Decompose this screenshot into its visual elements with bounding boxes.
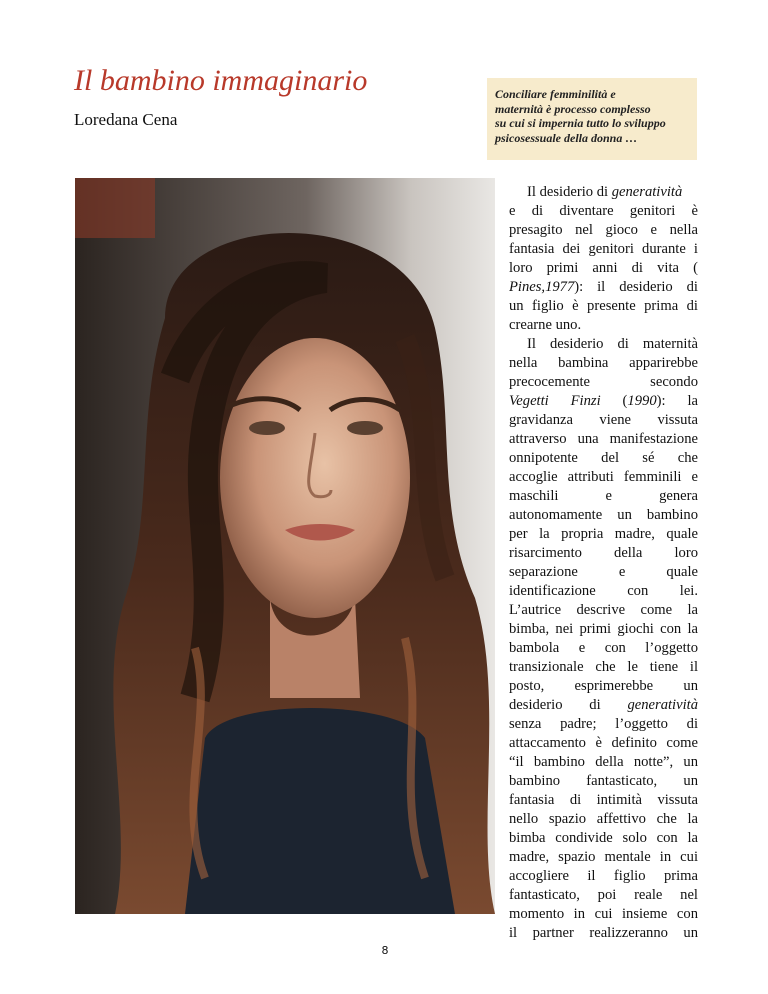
body-text-line bbox=[509, 582, 698, 601]
abstract-line: maternità è processo complesso bbox=[495, 101, 651, 116]
body-text-line bbox=[509, 867, 698, 886]
body-text-line bbox=[509, 487, 698, 506]
text-segment: crearne uno. bbox=[509, 317, 582, 333]
text-segment: onnipotente del sé che bbox=[509, 450, 698, 466]
body-text-line bbox=[509, 335, 698, 354]
text-segment: accogliere il figlio prima bbox=[509, 868, 698, 884]
body-text-line bbox=[509, 791, 698, 810]
body-text-line bbox=[509, 715, 698, 734]
body-text-line bbox=[509, 202, 698, 221]
portrait-photo-icon bbox=[75, 178, 495, 914]
body-text-column bbox=[509, 183, 698, 943]
abstract-line: psicosessuale della donna … bbox=[495, 130, 638, 145]
text-segment: attaccamento è definito come bbox=[509, 735, 698, 751]
text-segment: identificazione con lei. bbox=[509, 583, 698, 599]
text-segment: Il desiderio di maternità bbox=[527, 336, 698, 352]
text-segment: separazione e quale bbox=[509, 564, 698, 580]
text-segment: Il desiderio di bbox=[527, 184, 612, 200]
body-text-line bbox=[509, 392, 698, 411]
text-segment: fantasia dei genitori durante i bbox=[509, 241, 698, 257]
text-segment: presagito nel gioco e nella bbox=[509, 222, 698, 238]
italic-text: Vegetti Finzi bbox=[509, 393, 601, 409]
body-text-line bbox=[509, 886, 698, 905]
text-segment: e di diventare genitori è bbox=[509, 203, 698, 219]
text-segment: “il bambino della notte”, un bbox=[509, 754, 698, 770]
body-text-line bbox=[509, 354, 698, 373]
italic-text: generatività bbox=[611, 184, 683, 200]
text-segment: attraverso una manifestazione bbox=[509, 431, 698, 447]
body-text-line bbox=[509, 278, 698, 297]
text-segment: L’autrice descrive come la bbox=[509, 602, 698, 618]
body-text-line bbox=[509, 468, 698, 487]
article-title: Il bambino immaginario bbox=[74, 64, 368, 97]
abstract-line: Conciliare femminilità e bbox=[495, 87, 616, 101]
body-text-line bbox=[509, 544, 698, 563]
body-text-line bbox=[509, 848, 698, 867]
text-segment: fantasia di intimità vissuta bbox=[509, 792, 698, 808]
text-segment: ): la bbox=[656, 393, 698, 409]
text-segment: bimba condivide solo con la bbox=[509, 830, 698, 846]
abstract-line: su cui si impernia tutto lo sviluppo bbox=[495, 116, 666, 130]
text-segment: bimba, nei primi giochi con la bbox=[509, 621, 698, 637]
article-author: Loredana Cena bbox=[74, 110, 178, 129]
body-text-line bbox=[509, 905, 698, 924]
body-text-line bbox=[509, 658, 698, 677]
body-text-line bbox=[509, 620, 698, 639]
text-segment: madre, spazio mentale in cui bbox=[509, 849, 698, 865]
text-segment: senza padre; l’oggetto di bbox=[509, 716, 698, 732]
body-text-line bbox=[509, 430, 698, 449]
body-text-line bbox=[509, 772, 698, 791]
body-text-line bbox=[509, 506, 698, 525]
text-segment: autonomamente un bambino bbox=[509, 507, 698, 523]
text-segment: bambino fantasticato, un bbox=[509, 773, 698, 789]
text-segment: fantasticato, poi reale nel bbox=[509, 887, 698, 903]
text-segment: un figlio è presente prima di bbox=[509, 298, 698, 314]
text-segment: transizionale che le tiene il bbox=[509, 659, 698, 675]
body-text-line bbox=[509, 677, 698, 696]
body-text-line bbox=[509, 696, 698, 715]
text-segment: nella bambina apparirebbe bbox=[509, 355, 698, 371]
italic-text: Pines,1977 bbox=[509, 279, 575, 295]
text-segment: bambola e con l’oggetto bbox=[509, 640, 698, 656]
text-segment: momento in cui insieme con bbox=[509, 906, 698, 922]
body-text-line bbox=[509, 259, 698, 278]
body-text-line bbox=[509, 810, 698, 829]
text-segment: maschili e genera bbox=[509, 488, 698, 504]
body-text-line bbox=[509, 373, 698, 392]
body-text-line bbox=[509, 753, 698, 772]
body-text-line bbox=[509, 316, 698, 335]
body-text-line bbox=[509, 183, 698, 202]
italic-text: generatività bbox=[627, 697, 698, 713]
body-text-line bbox=[509, 240, 698, 259]
text-segment: loro primi anni di vita ( bbox=[509, 260, 698, 276]
text-segment: nello spazio affettivo che la bbox=[509, 811, 698, 827]
text-segment: ): il desiderio di bbox=[574, 279, 698, 295]
body-text-line bbox=[509, 734, 698, 753]
text-segment: risarcimento della loro bbox=[509, 545, 698, 561]
page-number: 8 bbox=[381, 944, 389, 957]
body-text-line bbox=[509, 221, 698, 240]
text-segment: ( bbox=[600, 393, 628, 409]
body-text-line bbox=[509, 924, 698, 943]
body-text-line bbox=[509, 449, 698, 468]
text-segment: precocemente secondo bbox=[509, 374, 698, 390]
text-segment: desiderio di bbox=[509, 697, 628, 713]
text-segment: il partner realizzeranno un bbox=[509, 925, 698, 941]
portrait-photo bbox=[75, 178, 495, 914]
body-text-line bbox=[509, 411, 698, 430]
text-segment: gravidanza viene vissuta bbox=[509, 412, 698, 428]
text-segment: posto, esprimerebbe un bbox=[509, 678, 698, 694]
body-text-line bbox=[509, 601, 698, 620]
text-segment: accoglie attributi femminili e bbox=[509, 469, 698, 485]
body-text-line bbox=[509, 639, 698, 658]
text-segment: per la propria madre, quale bbox=[509, 526, 698, 542]
body-text-line bbox=[509, 297, 698, 316]
italic-text: 1990 bbox=[627, 393, 657, 409]
abstract-box bbox=[487, 78, 697, 160]
body-text-line bbox=[509, 563, 698, 582]
body-text-line bbox=[509, 525, 698, 544]
body-text-line bbox=[509, 829, 698, 848]
